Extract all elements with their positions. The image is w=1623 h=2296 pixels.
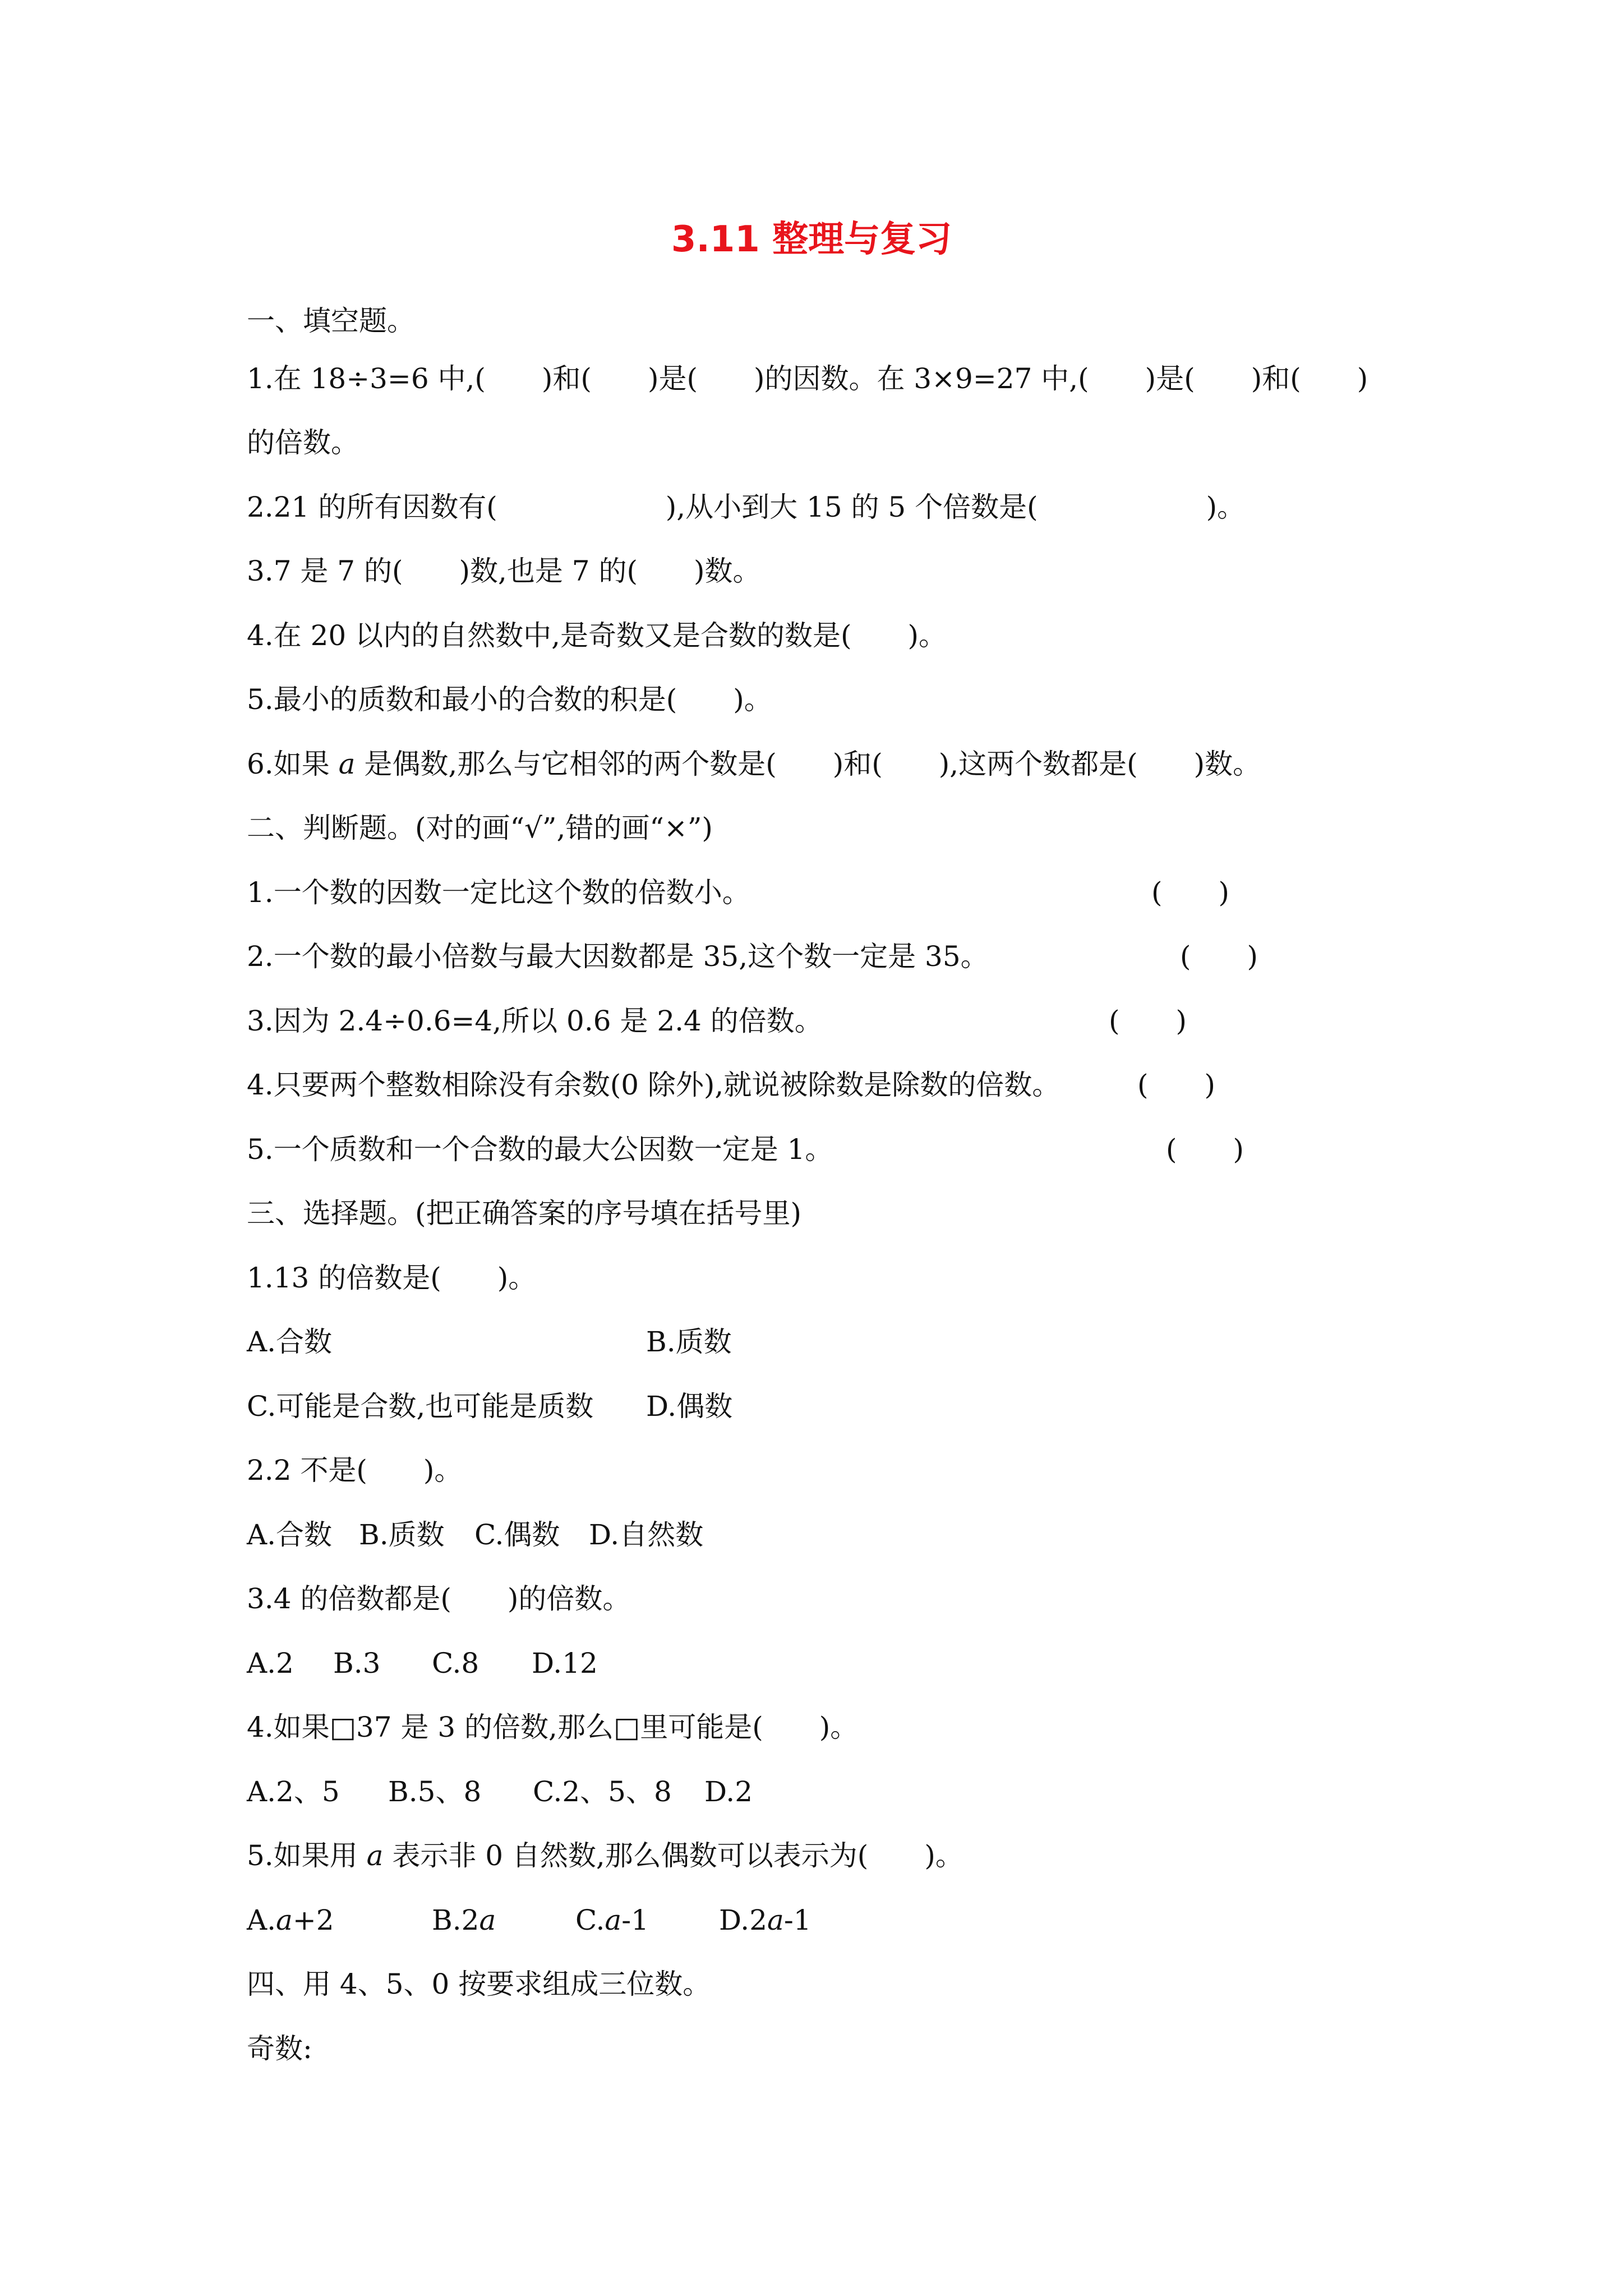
fill-question-2: 2.21 的所有因数有( ),从小到大 15 的 5 个倍数是( )。 [247, 491, 1246, 523]
choice-4-option-b: B.5、8 [388, 1775, 482, 1808]
choice-3-option-c: C.8 [432, 1647, 479, 1680]
choice-2-option-c: C.偶数 [474, 1519, 560, 1551]
choice-question-5-suffix: 表示非 0 自然数,那么偶数可以表示为( )。 [383, 1839, 963, 1872]
judge-question-5: 5.一个质数和一个合数的最大公因数一定是 1。 [247, 1133, 833, 1166]
judge-question-3: 3.因为 2.4÷0.6=4,所以 0.6 是 2.4 的倍数。 [247, 1005, 823, 1037]
option-suffix: -1 [783, 1904, 811, 1936]
section-fill-heading: 一、填空题。 [247, 305, 415, 337]
choice-1-option-d: D.偶数 [646, 1390, 733, 1423]
choice-5-option-c [575, 1902, 649, 1938]
fill-question-6 [247, 746, 1261, 782]
choice-question-2: 2.2 不是( )。 [247, 1454, 463, 1487]
choice-5-option-b [432, 1902, 496, 1938]
choice-3-option-a: A.2 [247, 1647, 294, 1680]
section-choice-heading: 三、选择题。(把正确答案的序号填在括号里) [247, 1197, 802, 1230]
choice-1-option-b: B.质数 [646, 1326, 732, 1358]
choice-1-option-a: A.合数 [247, 1326, 333, 1358]
variable-a: a [276, 1904, 293, 1936]
answer-bracket: ( ) [1137, 1069, 1216, 1101]
option-suffix: +2 [292, 1904, 334, 1936]
choice-question-3: 3.4 的倍数都是( )的倍数。 [247, 1582, 631, 1615]
compose-odd-label: 奇数: [247, 2032, 312, 2065]
choice-question-4: 4.如果□37 是 3 的倍数,那么□里可能是( )。 [247, 1711, 859, 1743]
choice-2-option-a: A.合数 [247, 1519, 333, 1551]
choice-question-5-prefix: 5.如果用 [247, 1839, 367, 1872]
fill-question-6-prefix: 6.如果 [247, 748, 339, 780]
fill-question-1-line-2: 的倍数。 [247, 426, 359, 459]
fill-question-5: 5.最小的质数和最小的合数的积是( )。 [247, 683, 772, 716]
variable-a: a [479, 1904, 496, 1936]
choice-3-option-b: B.3 [333, 1647, 381, 1680]
section-judge-heading: 二、判断题。(对的画“√”,错的画“×”) [247, 812, 713, 844]
choice-5-option-d [719, 1902, 811, 1938]
variable-a: a [605, 1904, 622, 1936]
answer-bracket: ( ) [1166, 1133, 1244, 1166]
choice-4-option-d: D.2 [704, 1775, 753, 1808]
choice-4-option-c: C.2、5、8 [533, 1775, 672, 1808]
choice-3-option-d: D.12 [532, 1647, 598, 1680]
variable-a: a [338, 748, 356, 780]
option-letter: B.2 [432, 1904, 479, 1936]
fill-question-1-line-1: 1.在 18÷3=6 中,( )和( )是( )的因数。在 3×9=27 中,( )是( )和( ) [247, 362, 1368, 395]
answer-bracket: ( ) [1180, 940, 1258, 973]
page-title: 3.11 整理与复习 [671, 219, 952, 260]
fill-question-4: 4.在 20 以内的自然数中,是奇数又是合数的数是( )。 [247, 619, 947, 652]
fill-question-6-suffix: 是偶数,那么与它相邻的两个数是( )和( ),这两个数都是( )数。 [355, 748, 1261, 780]
option-letter: C. [575, 1904, 605, 1936]
choice-question-5 [247, 1838, 963, 1874]
judge-question-1: 1.一个数的因数一定比这个数的倍数小。 [247, 876, 750, 909]
answer-bracket: ( ) [1151, 876, 1230, 909]
judge-question-2: 2.一个数的最小倍数与最大因数都是 35,这个数一定是 35。 [247, 940, 989, 973]
choice-4-option-a: A.2、5 [247, 1775, 340, 1808]
variable-a: a [767, 1904, 784, 1936]
choice-question-1: 1.13 的倍数是( )。 [247, 1262, 537, 1294]
answer-bracket: ( ) [1109, 1005, 1187, 1037]
fill-question-3: 3.7 是 7 的( )数,也是 7 的( )数。 [247, 555, 761, 587]
judge-question-4: 4.只要两个整数相除没有余数(0 除外),就说被除数是除数的倍数。 [247, 1069, 1061, 1101]
choice-5-option-a [247, 1902, 334, 1938]
choice-2-option-d: D.自然数 [589, 1519, 704, 1551]
section-compose-heading: 四、用 4、5、0 按要求组成三位数。 [247, 1968, 711, 2000]
variable-a: a [366, 1839, 384, 1872]
choice-2-option-b: B.质数 [359, 1519, 445, 1551]
choice-1-option-c: C.可能是合数,也可能是质数 [247, 1390, 594, 1423]
option-letter: D.2 [719, 1904, 768, 1936]
option-suffix: -1 [621, 1904, 649, 1936]
option-letter: A. [247, 1904, 276, 1936]
